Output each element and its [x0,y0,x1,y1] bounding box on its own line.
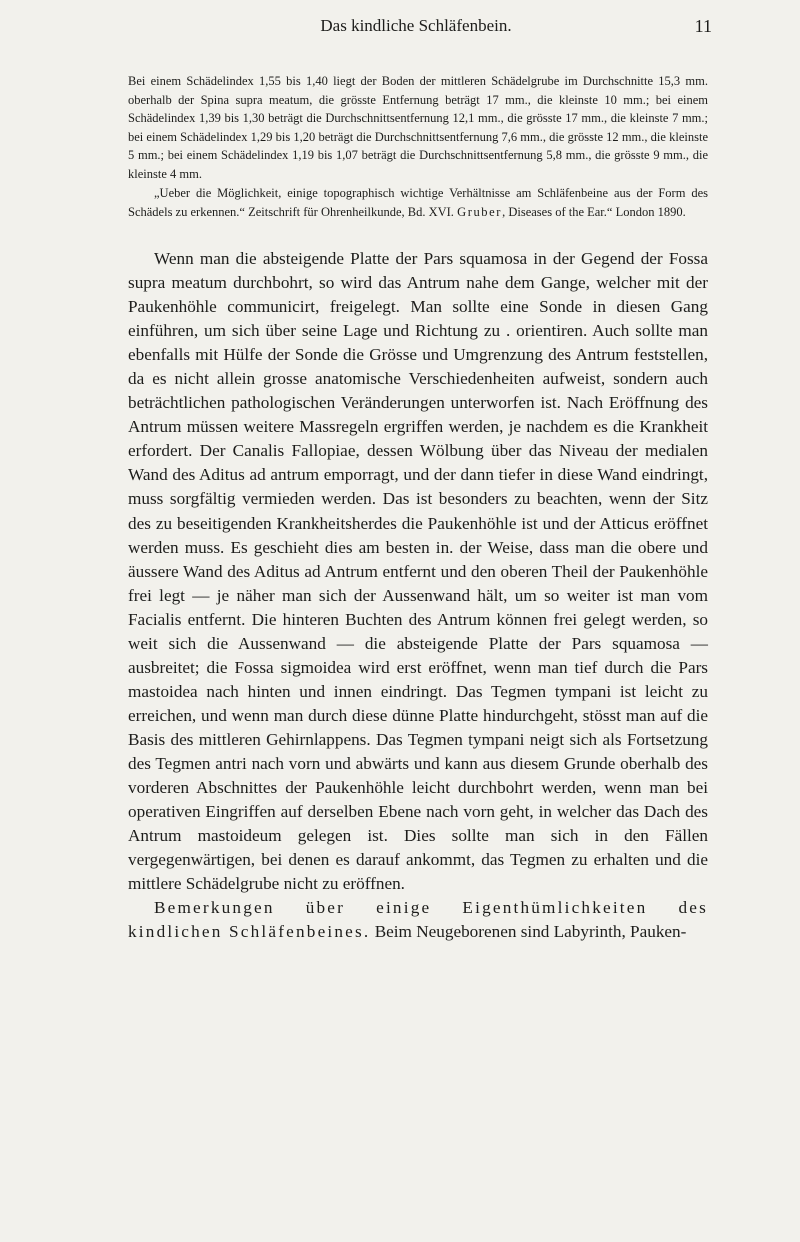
citation-paragraph [128,184,708,221]
body-text [128,247,708,944]
footnote-text: Bei einem Schädelindex 1,55 bis 1,40 liegt der Boden der mittleren Schädelgrube im Durchschnitte 15,3 mm. oberhalb der Spina supra meatum, die grösste Entfernung beträgt 17 mm., die kleinste 10 mm.; bei einem Schädelindex 1,39 bis 1,30 beträgt die Durchschnittsentfernung 12,1 mm., die grösste 17 mm., die kleinste 7 mm.; bei einem Schädelindex 1,29 bis 1,20 beträgt die Durchschnittsentfernung 7,6 mm., die grösste 12 mm., die kleinste 5 mm.; bei einem Schädelindex 1,19 bis 1,07 beträgt die Durchschnittsentfernung 5,8 mm., die grösste 9 mm., die kleinste 4 mm. [128,74,708,181]
section-heading: Bemerkungen über einige Eigenthümlichkeiten des kindlichen Schläfenbeines. [128,898,708,942]
citation-author: Gruber [457,204,503,219]
running-head [120,14,712,40]
citation-intro: „Ueber die Möglichkeit, einige topographisch wichtige Verhältnisse am Schläfenbeine aus der Form des Schädels zu erkennen.“ Zeitschrift für Ohrenheilkunde, Bd. XVI. [128,186,708,219]
body-paragraph [128,247,708,896]
page-number: 11 [694,16,712,36]
footnote-paragraph [128,72,708,183]
body-paragraph-text: Wenn man die absteigende Platte der Pars squamosa in der Gegend der Fossa supra meatum durchbohrt, so wird das Antrum nahe dem Gange, welcher mit der Paukenhöhle communicirt, freigelegt. Man sollte eine Sonde in diesen Gang einführen, um sich über seine Lage und Richtung zu . orientiren. Auch sollte man ebenfalls mit Hülfe der Sonde die Grösse und Umgrenzung des Antrum feststellen, da es nicht allein grosse anatomische Verschiedenheiten aufweist, sondern auch beträchtlichen pathologischen Veränderungen unterworfen ist. Nach Eröffnung des Antrum müssen weitere Massregeln ergriffen werden, je nachdem es die Krankheit erfordert. Der Canalis Fallopiae, dessen Wölbung über das Niveau der medialen Wand des Aditus ad antrum emporragt, und der dann tiefer in diese Wand eindringt, muss sorgfältig vermieden werden. Das ist besonders zu beachten, wenn der Sitz des zu beseitigenden Krankheitsherdes die Paukenhöhle ist und der Atticus eröffnet werden muss. Es geschieht dies am besten in. der Weise, dass man die obere und äussere Wand des Aditus ad Antrum entfernt und den oberen Theil der Paukenhöhle frei legt — je näher man sich der Aussenwand hält, um so weiter ist man vom Facialis entfernt. Die hinteren Buchten des Antrum können frei gelegt werden, so weit sich die Aussenwand — die absteigende Platte der Pars squamosa — ausbreitet; die Fossa sigmoidea wird erst eröffnet, wenn man tief durch die Pars mastoidea nach hinten und innen eindringt. Das Tegmen tympani ist leicht zu erreichen, und wenn man durch diese dünne Platte hindurchgeht, stösst man auf die Basis des mittleren Gehirnlappens. Das Tegmen tympani neigt sich als Fortsetzung des Tegmen antri nach vorn und abwärts und kann aus diesem Grunde oberhalb des vorderen Abschnittes der Paukenhöhle leicht durchbohrt werden, wenn man bei operativen Eingriffen auf derselben Ebene nach vorn geht, in welcher das Dach des Antrum mastoideum gelegen ist. Dies sollte man sich in den Fällen vergegenwärtigen, bei denen es darauf ankommt, das Tegmen zu erhalten und die mittlere Schädelgrube nicht zu eröffnen. [128,249,708,894]
running-title: Das kindliche Schläfenbein. [320,16,512,35]
citation-rest: , Diseases of the Ear.“ London 1890. [502,204,686,219]
section-continuation: Beim Neugeborenen sind Labyrinth, Pauken- [370,922,687,942]
footnote-block [128,72,708,221]
section-paragraph [128,896,708,944]
